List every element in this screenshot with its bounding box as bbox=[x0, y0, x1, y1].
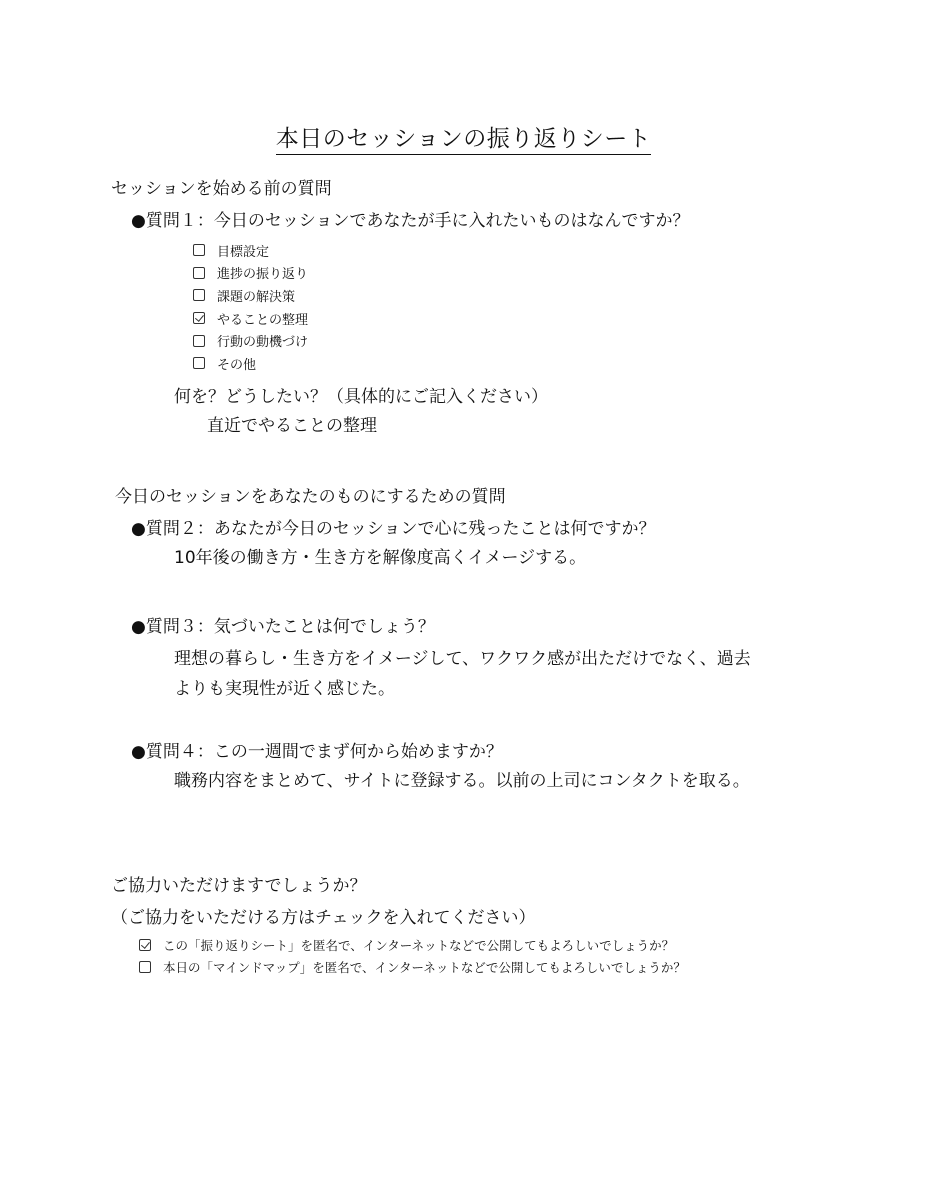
option-label: 行動の動機づけ bbox=[217, 335, 309, 351]
question-1-detail-answer: 直近でやることの整理 bbox=[207, 416, 377, 436]
option-label: その他 bbox=[217, 357, 257, 373]
question-2: ●質問２：あなたが今日のセッションで心に残ったことは何ですか？ bbox=[131, 519, 656, 539]
cooperation-heading: ご協力いただけますでしょうか？ bbox=[111, 876, 367, 896]
checkbox[interactable] bbox=[193, 335, 205, 347]
consent-options bbox=[139, 934, 686, 978]
consent-label: この「振り返りシート」を匿名で、インターネットなどで公開してもよろしいでしょうか？ bbox=[163, 938, 675, 953]
page-title-text: 本日のセッションの振り返りシート bbox=[276, 126, 652, 155]
option-label: 課題の解決策 bbox=[217, 289, 296, 305]
option-label: 進捗の振り返り bbox=[217, 267, 309, 283]
checkbox-checked[interactable] bbox=[193, 312, 205, 324]
consent-publish-mindmap[interactable] bbox=[139, 956, 686, 978]
question-2-answer: 10年後の働き方・生き方を解像度高くイメージする。 bbox=[174, 548, 587, 568]
option-label: やることの整理 bbox=[217, 312, 309, 328]
question-1-options bbox=[193, 239, 308, 375]
question-3: ●質問３：気づいたことは何でしょう？ bbox=[131, 617, 435, 637]
cooperation-note: （ご協力をいただける方はチェックを入れてください） bbox=[111, 908, 536, 928]
question-1-detail-prompt: 何を？どうしたい？（具体的にご記入ください） bbox=[174, 387, 548, 407]
option-goal-setting[interactable] bbox=[193, 239, 308, 262]
consent-publish-sheet[interactable] bbox=[139, 934, 686, 956]
option-organize-tasks[interactable] bbox=[193, 307, 308, 330]
checkbox[interactable] bbox=[193, 244, 205, 256]
section-heading-own-session: 今日のセッションをあなたのものにするための質問 bbox=[115, 487, 506, 507]
option-label: 目標設定 bbox=[217, 244, 270, 260]
question-3-answer-line-2: よりも実現性が近く感じた。 bbox=[174, 679, 395, 699]
checkbox[interactable] bbox=[193, 357, 205, 369]
option-solution[interactable] bbox=[193, 284, 308, 307]
question-4-answer: 職務内容をまとめて、サイトに登録する。以前の上司にコンタクトを取る。 bbox=[174, 771, 750, 791]
option-motivation[interactable] bbox=[193, 329, 308, 352]
option-progress-review[interactable] bbox=[193, 262, 308, 285]
consent-label: 本日の「マインドマップ」を匿名で、インターネットなどで公開してもよろしいでしょうか？ bbox=[163, 960, 686, 975]
checkbox[interactable] bbox=[139, 961, 151, 973]
question-3-answer-line-1: 理想の暮らし・生き方をイメージして、ワクワク感が出ただけでなく、過去 bbox=[174, 649, 751, 669]
section-heading-before-session: セッションを始める前の質問 bbox=[111, 179, 332, 199]
question-4: ●質問４：この一週間でまず何から始めますか？ bbox=[131, 742, 503, 762]
checkbox[interactable] bbox=[193, 267, 205, 279]
option-other[interactable] bbox=[193, 352, 308, 375]
question-3-answer bbox=[174, 644, 751, 704]
question-1: ●質問１：今日のセッションであなたが手に入れたいものはなんですか？ bbox=[131, 211, 690, 231]
checkbox-checked[interactable] bbox=[139, 939, 151, 951]
checkbox[interactable] bbox=[193, 289, 205, 301]
page-title bbox=[0, 120, 927, 153]
